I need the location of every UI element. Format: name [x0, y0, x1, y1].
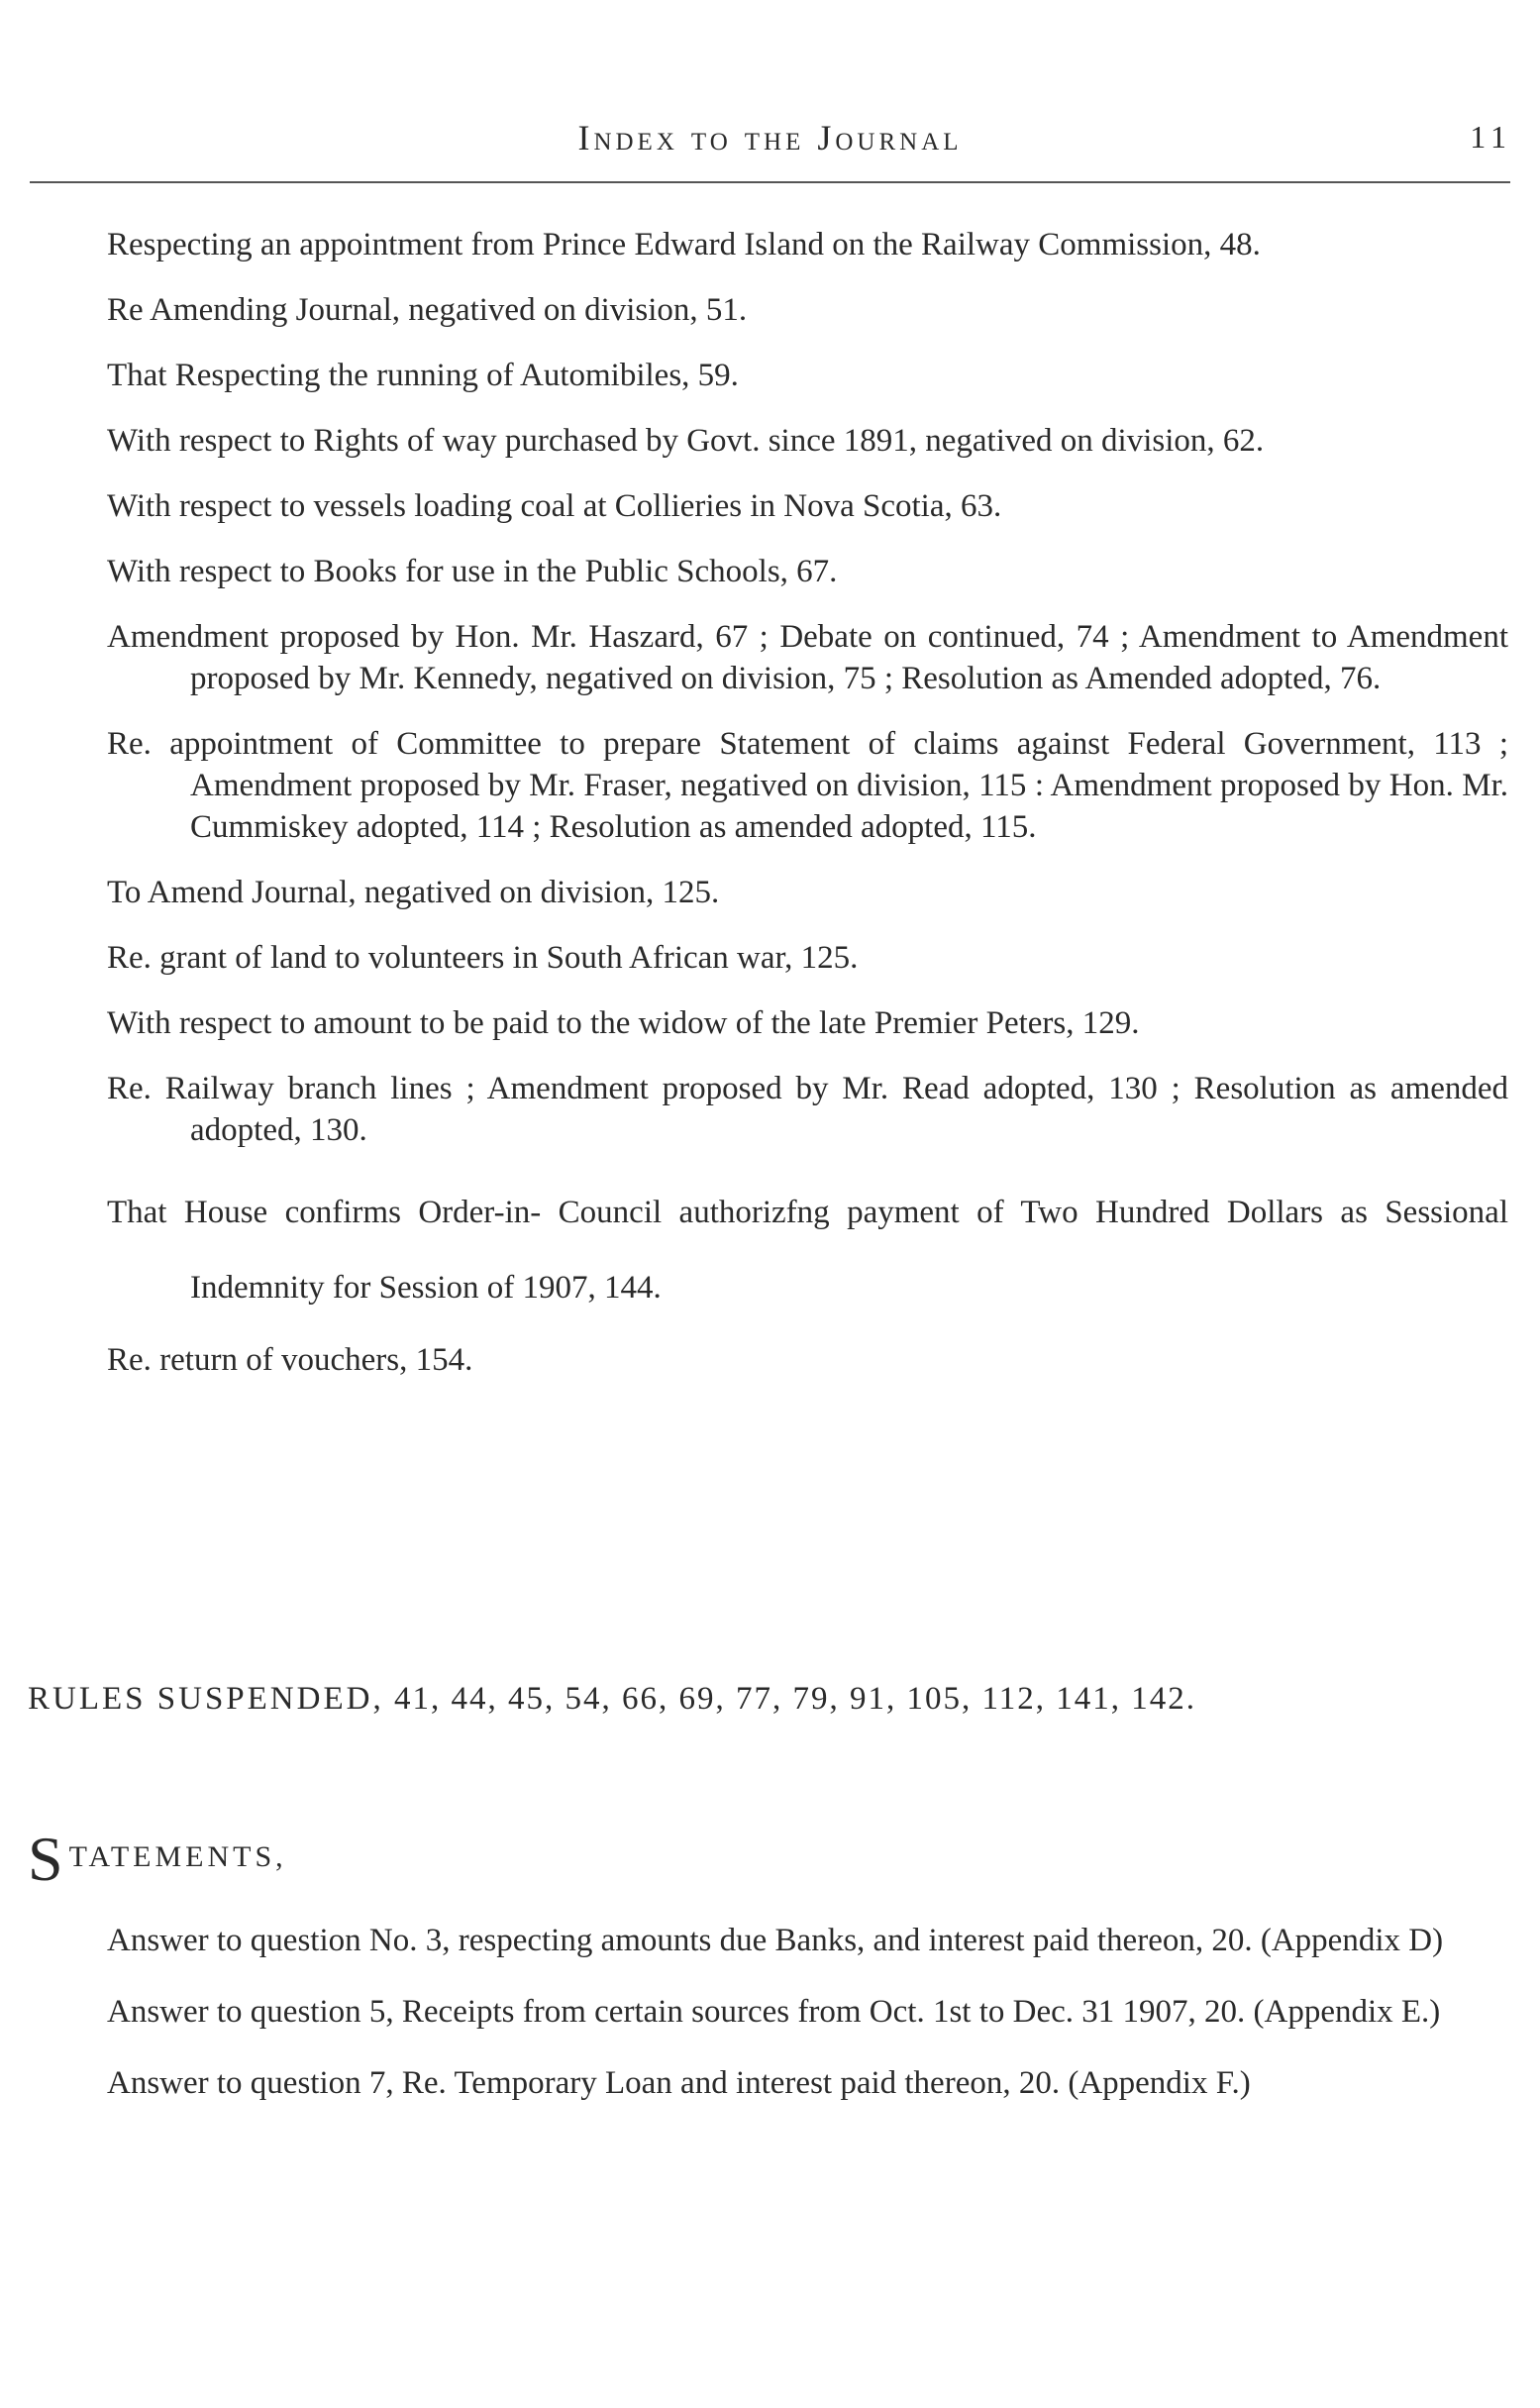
- page-title: Index to the Journal: [577, 118, 963, 157]
- statements-list: [107, 1920, 1508, 2134]
- statements-heading: [28, 1823, 287, 1896]
- list-item: That House confirms Order-in- Council authorizfng payment of Two Hundred Dollars as Sessional Indemnity for Session of 1907, 144.: [107, 1195, 1508, 1306]
- list-item: Re. appointment of Committee to prepare Statement of claims against Federal Government, 113 ; Amendment proposed by Mr. Fraser, negatived on division, 115 : Amendment proposed by Hon. Mr. Cummiskey adopted, 114 ; Resolution as amended adopted, 115.: [107, 726, 1508, 845]
- rules-suspended-entry: [28, 1678, 1513, 1720]
- list-item: With respect to Rights of way purchased by Govt. since 1891, negatived on division, 62.: [107, 423, 1265, 459]
- rules-suspended-pages: 41, 44, 45, 54, 66, 69, 77, 79, 91, 105, 112, 141, 142.: [393, 1681, 1196, 1717]
- list-item: With respect to Books for use in the Public Schools, 67.: [107, 554, 838, 589]
- page-number: 11: [1470, 119, 1512, 155]
- list-item: With respect to amount to be paid to the widow of the late Premier Peters, 129.: [107, 1005, 1140, 1041]
- list-item: To Amend Journal, negatived on division, 125.: [107, 875, 720, 910]
- running-head: [0, 117, 1540, 157]
- statements-heading-text: TATEMENTS,: [68, 1840, 287, 1873]
- statements-heading-initial: S: [28, 1824, 67, 1894]
- list-item: Re Amending Journal, negatived on division, 51.: [107, 292, 748, 328]
- list-item: With respect to vessels loading coal at Collieries in Nova Scotia, 63.: [107, 488, 1002, 524]
- list-item: Re. grant of land to volunteers in South African war, 125.: [107, 940, 859, 976]
- list-item: Amendment proposed by Hon. Mr. Haszard, 67 ; Debate on continued, 74 ; Amendment to Amendment proposed by Mr. Kennedy, negatived on division, 75 ; Resolution as Amended adopted, 76.: [107, 619, 1508, 696]
- resolutions-list: [107, 224, 1508, 1405]
- list-item: Answer to question 7, Re. Temporary Loan and interest paid thereon, 20. (Appendix F.): [107, 2065, 1251, 2101]
- list-item: Respecting an appointment from Prince Edward Island on the Railway Commission, 48.: [107, 227, 1261, 262]
- rules-suspended-label: RULES SUSPENDED,: [28, 1681, 384, 1717]
- list-item: Re. Railway branch lines ; Amendment proposed by Mr. Read adopted, 130 ; Resolution as amended adopted, 130.: [107, 1071, 1508, 1148]
- list-item: Answer to question 5, Receipts from certain sources from Oct. 1st to Dec. 31 1907, 20. (Appendix E.): [107, 1994, 1441, 2030]
- list-item: That Respecting the running of Automibiles, 59.: [107, 358, 739, 393]
- header-rule: [30, 181, 1510, 183]
- list-item: Re. return of vouchers, 154.: [107, 1342, 473, 1378]
- list-item: Answer to question No. 3, respecting amounts due Banks, and interest paid thereon, 20. (Appendix D): [107, 1923, 1444, 1958]
